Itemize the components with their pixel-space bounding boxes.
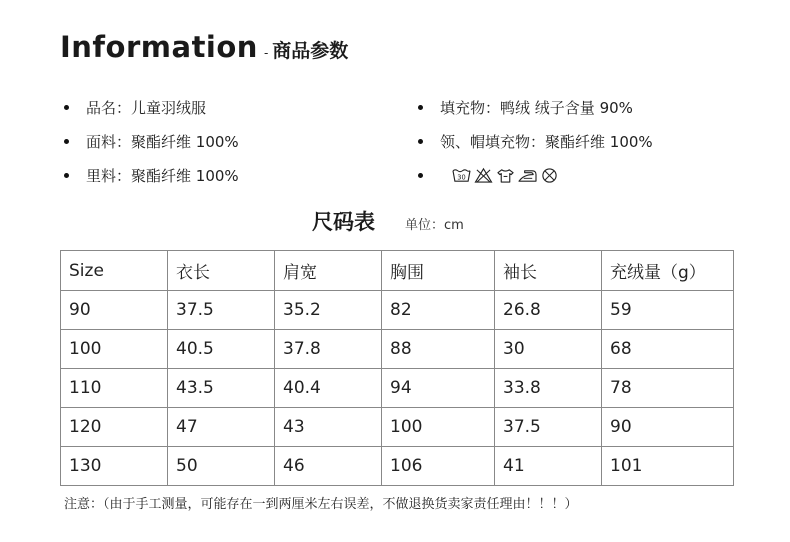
table-cell: 90 <box>602 408 734 447</box>
no-dry-clean-icon <box>540 167 559 184</box>
info-list-left <box>64 90 239 192</box>
table-cell: 43.5 <box>168 369 275 408</box>
info-value: 聚酯纤维 100% <box>131 132 239 151</box>
header <box>60 30 348 64</box>
disclaimer-note: 注意：（由于手工测量，可能存在一到两厘米左右误差，不做退换货卖家责任理由！！！） <box>64 497 578 512</box>
info-label: 品名 <box>86 98 117 117</box>
table-cell: 43 <box>275 408 382 447</box>
table-cell: 50 <box>168 447 275 486</box>
table-cell: 68 <box>602 330 734 369</box>
info-colon: ： <box>116 132 132 151</box>
bullet-icon <box>64 173 69 178</box>
table-cell: 130 <box>61 447 168 486</box>
table-row <box>61 369 734 408</box>
info-label: 里料 <box>86 166 117 185</box>
table-cell: 40.4 <box>275 369 382 408</box>
table-cell: 41 <box>495 447 602 486</box>
info-item-lining <box>64 158 239 192</box>
info-colon: ： <box>116 98 132 117</box>
table-header-cell: 袖长 <box>495 251 602 291</box>
info-item-collar-filling <box>418 124 653 158</box>
info-colon: ： <box>530 132 546 151</box>
table-cell: 33.8 <box>495 369 602 408</box>
info-list-right <box>418 90 653 192</box>
wash-30-icon <box>452 167 471 184</box>
info-value: 聚酯纤维 100% <box>545 132 653 151</box>
table-cell: 90 <box>61 291 168 330</box>
table-row <box>61 330 734 369</box>
info-colon: ： <box>485 98 501 117</box>
table-cell: 106 <box>382 447 495 486</box>
info-label: 面料 <box>86 132 117 151</box>
table-row <box>61 447 734 486</box>
bullet-icon <box>64 105 69 110</box>
size-chart-title: 尺码表 <box>312 210 375 234</box>
table-cell: 101 <box>602 447 734 486</box>
bullet-icon <box>418 173 423 178</box>
title-chinese: 商品参数 <box>272 40 349 62</box>
table-cell: 110 <box>61 369 168 408</box>
title-english: Information <box>60 30 258 64</box>
info-value: 儿童羽绒服 <box>131 98 207 117</box>
size-chart-heading <box>312 206 464 236</box>
table-header-cell: 肩宽 <box>275 251 382 291</box>
table-header-cell: Size <box>61 251 168 291</box>
size-chart-unit: 单位：cm <box>405 218 464 233</box>
table-cell: 59 <box>602 291 734 330</box>
wash-temperature: 30 <box>457 172 466 181</box>
table-cell: 100 <box>382 408 495 447</box>
table-cell: 37.8 <box>275 330 382 369</box>
table-cell: 30 <box>495 330 602 369</box>
table-cell: 40.5 <box>168 330 275 369</box>
info-value: 聚酯纤维 100% <box>131 166 239 185</box>
table-header-cell: 充绒量（g） <box>602 251 734 291</box>
table-header-cell: 胸围 <box>382 251 495 291</box>
bullet-icon <box>418 105 423 110</box>
info-item-product-name <box>64 90 239 124</box>
table-cell: 120 <box>61 408 168 447</box>
size-table <box>60 250 734 486</box>
table-header-cell: 衣长 <box>168 251 275 291</box>
table-cell: 46 <box>275 447 382 486</box>
table-cell: 100 <box>61 330 168 369</box>
table-cell: 47 <box>168 408 275 447</box>
title-separator: - <box>263 45 269 60</box>
table-cell: 82 <box>382 291 495 330</box>
care-icons <box>452 167 559 184</box>
info-item-fabric <box>64 124 239 158</box>
table-row <box>61 408 734 447</box>
info-item-care <box>418 158 653 192</box>
table-cell: 78 <box>602 369 734 408</box>
info-label: 填充物 <box>440 98 486 117</box>
table-cell: 88 <box>382 330 495 369</box>
table-row <box>61 291 734 330</box>
info-item-filling <box>418 90 653 124</box>
table-cell: 26.8 <box>495 291 602 330</box>
no-bleach-icon <box>474 167 493 184</box>
info-label: 领、帽填充物 <box>440 132 531 151</box>
table-header-row <box>61 251 734 291</box>
hang-dry-icon <box>496 167 515 184</box>
bullet-icon <box>418 139 423 144</box>
table-cell: 35.2 <box>275 291 382 330</box>
bullet-icon <box>64 139 69 144</box>
table-cell: 37.5 <box>495 408 602 447</box>
table-cell: 37.5 <box>168 291 275 330</box>
table-cell: 94 <box>382 369 495 408</box>
info-colon: ： <box>116 166 132 185</box>
info-value: 鸭绒 绒子含量 90% <box>500 98 633 117</box>
iron-icon <box>518 167 537 184</box>
